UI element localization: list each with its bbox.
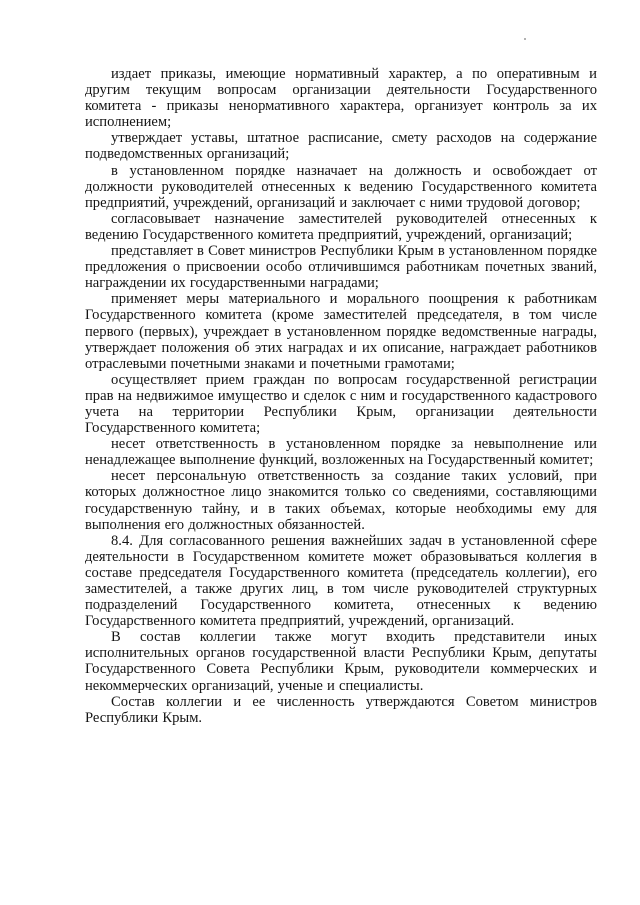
paragraph-appoints-heads: в установленном порядке назначает на должность и освобождает от должности руководителей отнесенных к ведению Государственного комитета предприятий, учреждений, организаций и заключает с ними трудовой договор; [85,162,597,211]
paragraph-approves-charters: утверждает уставы, штатное расписание, смету расходов на содержание подведомственных организаций; [85,130,597,163]
paragraph-incentives: применяет меры материального и морального поощрения к работникам Государственного комитета (кроме заместителей председателя, в том числе первого (первых), учреждает в установленном порядке ведомственные награды, утверждает положения об этих наградах и их описание, награждает работников отраслевыми почетными знаками и почетными грамотами; [85,291,597,372]
paragraph-responsibility: несет ответственность в установленном порядке за невыполнение или ненадлежащее выполнение функций, возложенных на Государственный комитет; [85,436,597,469]
paragraph-collegium-composition: Состав коллегии и ее численность утверждаются Советом министров Республики Крым. [85,693,597,726]
paragraph-receives-citizens: осуществляет прием граждан по вопросам государственной регистрации прав на недвижимое имущество и сделок с ним и государственного кадастрового учета на территории Республики Крым, организации деятельности Государственного комитета; [85,371,597,437]
paragraph-8-4-collegium: 8.4. Для согласованного решения важнейших задач в установленной сфере деятельности в Государственном комитете может образовываться коллегия в составе председателя Государственного комитета (председатель коллегии), его заместителей, а также других лиц, в том числе руководителей структурных подразделений Государственного комитета, отнесенных к ведению Государственного комитета предприятий, учреждений, организаций. [85,532,597,630]
paragraph-issues-orders: издает приказы, имеющие нормативный характер, а по оперативным и другим текущим вопросам организации деятельности Государственного комитета - приказы ненормативного характера, организует контроль за их исполнением; [85,66,597,131]
scan-artifact-dot [524,38,526,40]
paragraph-approves-deputies: согласовывает назначение заместителей руководителей отнесенных к ведению Государственного комитета предприятий, учреждений, организаций; [85,210,597,243]
paragraph-collegium-members: В состав коллегии также могут входить представители иных исполнительных органов государственной власти Республики Крым, депутаты Государственного Совета Республики Крым, руководители коммерческих и некоммерческих организаций, ученые и специалисты. [85,629,597,694]
document-body [85,66,597,726]
paragraph-submits-awards: представляет в Совет министров Республики Крым в установленном порядке предложения о присвоении особо отличившимся работникам почетных званий, награждении их государственными наградами; [85,243,597,292]
paragraph-personal-responsibility: несет персональную ответственность за создание таких условий, при которых должностное лицо знакомится только со сведениями, составляющими государственную тайну, и в таких объемах, которые необходимы ему для выполнения его должностных обязанностей. [85,468,597,533]
